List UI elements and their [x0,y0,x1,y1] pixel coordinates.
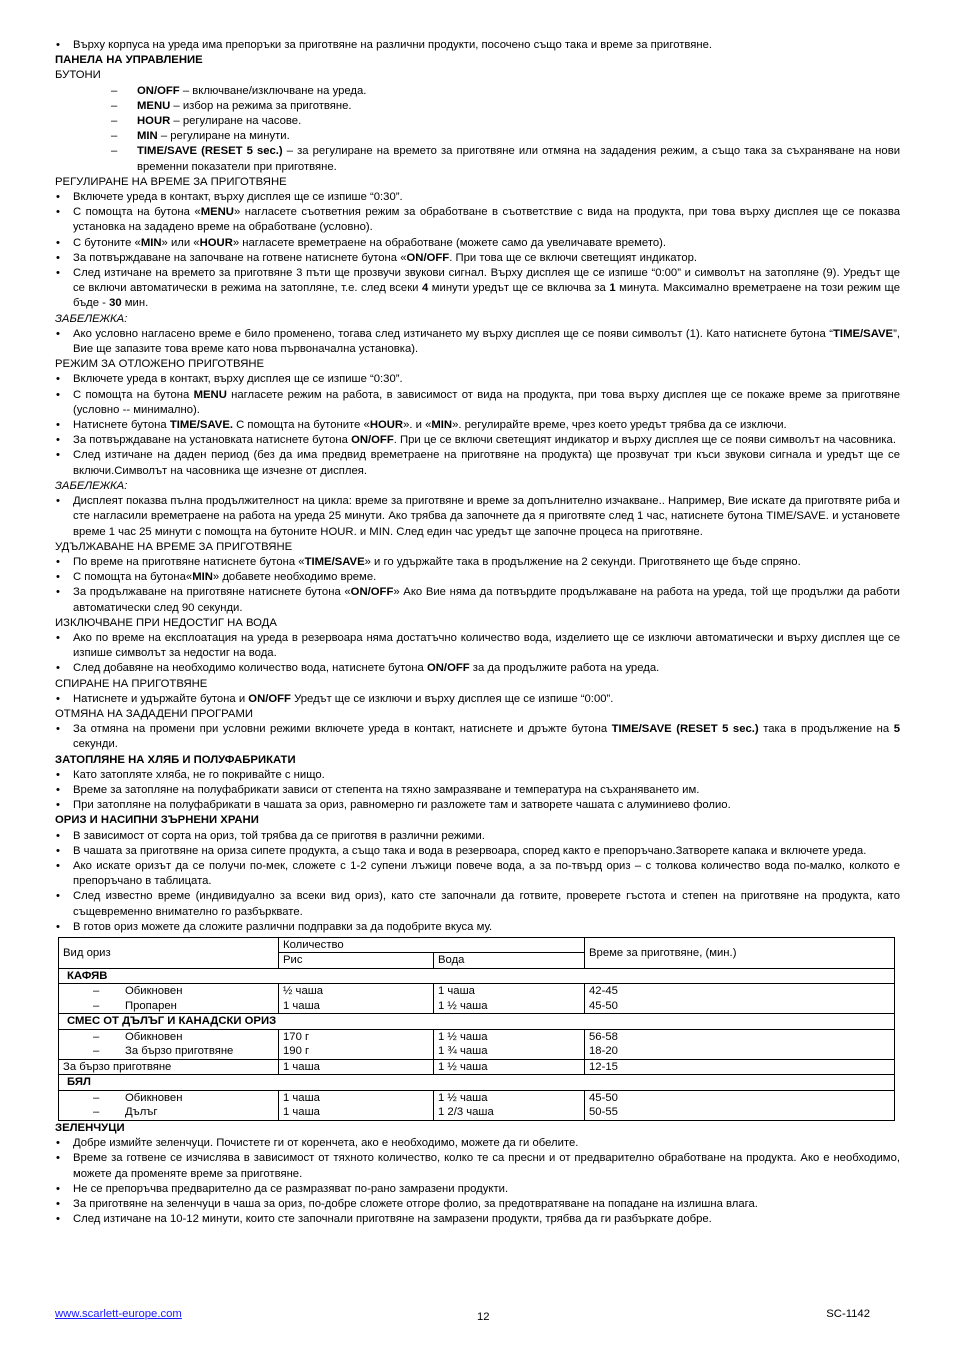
time-cell: 56-58 18-20 [585,1029,895,1059]
document-body [55,38,900,1227]
list-item: • Ако по време на експлоатация на уреда в резервоара няма достатъчно количество вода, изделието ще се изключи автоматически и върху дисплея ще се изпише символът за недостиг на вода. [55,631,900,661]
veg-title: ЗЕЛЕНЧУЦИ [55,1121,125,1134]
table-category-row [59,1075,895,1091]
category-mix: СМЕС ОТ ДЪЛЪГ И КАНАДСКИ ОРИЗ [59,1014,895,1030]
rice-cell: 170 г 190 г [279,1029,434,1059]
buttons-list [55,84,900,175]
header-time: Време за приготвяне, (мин.) [585,937,895,968]
note-list [55,327,900,357]
website-link[interactable]: www.scarlett-europe.com [55,1308,182,1320]
list-item: • В зависимост от сорта на ориз, той трябва да се приготвя в различни режими. [55,829,900,844]
table-row [59,1029,895,1059]
button-description-item: – ON/OFF – включване/изключване на уреда. [111,84,900,99]
panel-title: ПАНЕЛА НА УПРАВЛЕНИЕ [55,54,203,67]
intro-list [55,38,900,53]
list-item: • Време за готвене се изчислява в зависимост от тяхното количество, колко те са пресни и от предварително обработване на продукта. Ако е необходимо, можете да променяте време за приготвяне. [55,1151,900,1181]
time-cell: 12-15 [585,1059,895,1075]
list-item: • Включете уреда в контакт, върху дисплея ще се изпише “0:30”. [55,372,900,387]
section-list [55,190,900,312]
button-key: MIN [137,130,158,143]
rice-list [55,829,900,935]
table-row [59,1059,895,1075]
water-cell: 1 ½ чаша 1 ¾ чаша [434,1029,585,1059]
header-rice: Рис [279,953,434,969]
list-item: • С помощта на бутона«MIN» добавете необходимо време. [55,570,900,585]
button-key: TIME/SAVE (RESET 5 sec.) [137,145,283,158]
button-description-item: – HOUR – регулиране на часове. [111,114,900,129]
time-cell: 42-45 45-50 [585,984,895,1014]
water-cell: 1 ½ чаша [434,1059,585,1075]
rice-title: ОРИЗ И НАСИПНИ ЗЪРНЕНИ ХРАНИ [55,814,259,827]
list-item: • За потвърждаване на започване на готвене натиснете бутона «ON/OFF. При това ще се включи светещият индикатор. [55,251,900,266]
kind-cell: – Обикновен – Пропарен [59,984,279,1014]
section-list [55,555,900,616]
list-item: • Ако искате оризът да се получи по-мек, сложете с 1-2 супени лъжици повече вода, а за по-твърд ориз – с толкова количество вода по-малко, колкото е препоръчано в таблицата. [55,859,900,889]
header-water: Вода [434,953,585,969]
list-item: • Време за затопляне на полуфабрикати зависи от степента на тяхно замразяване и температура на съхраняването им. [55,783,900,798]
list-item: • Ако условно нагласено време е било променено, тогава след изтичането му върху дисплея ще се появи символът (1). Като натиснете бутона “TIME/SAVE”, Вие ще запазите това време като нова първоначална установка). [55,327,900,357]
table-row [59,1090,895,1120]
list-item: • След изтичане на даден период (без да има предвид времетраене на приготвяне на продукта) ще прозвучат три къси звукови сигнала и уредът ще се включи.Символът на часовника ще изчезне от дисплея. [55,448,900,478]
section-list [55,631,900,677]
list-item: • При затопляне на полуфабрикати в чашата за ориз, равномерно ги разложете там и затворете чашата с алуминиево фолио. [55,798,900,813]
buttons-label: БУТОНИ [55,69,101,82]
list-item: • За отмяна на промени при условни режими включете уреда в контакт, натиснете и дръжте бутона TIME/SAVE (RESET 5 sec.) така в продължение на 5 секунди. [55,722,900,752]
list-item: • Добре измийте зеленчуци. Почистете ги от коренчета, ако е необходимо, можете да ги обелите. [55,1136,900,1151]
list-item: • След добавяне на необходимо количество вода, натиснете бутона ON/OFF за да продължите работа на уреда. [55,661,900,676]
section-title: ИЗКЛЮЧВАНЕ ПРИ НЕДОСТИГ НА ВОДА [55,616,277,629]
section-list [55,722,900,752]
rice-cell: 1 чаша 1 чаша [279,1090,434,1120]
list-item: • Включете уреда в контакт, върху дисплея ще се изпише “0:30”. [55,190,900,205]
section-list [55,372,900,478]
button-description-item: – TIME/SAVE (RESET 5 sec.) – за регулиране на времето за приготвяне или отмяна на зададения режим, а също така за съхраняване на нови временни показатели при приготвяне. [111,144,900,174]
section-list [55,692,900,707]
time-cell: 45-50 50-55 [585,1090,895,1120]
list-item: • След изтичане на времето за приготвяне 3 пъти ще прозвучи звукови сигнал. Върху дисплея ще се изпише “0:00” и символът на затопляне (9). Уредът ще се включи автоматически в режима на затопляне, т.е. след всеки 4 минути уредът ще се включва за 1 минута. Максимално времетраене на този режим ще бъде - 30 мин. [55,266,900,312]
sections [55,175,900,753]
table-category-row [59,1014,895,1030]
list-item: • След изтичане на 10-12 минути, които сте започнали приготвяне на замразени продукти, трябва да ги разбъркате добре. [55,1212,900,1227]
note-label: ЗАБЕЛЕЖКА: [55,312,128,325]
list-item: • За приготвяне на зеленчуци в чаша за ориз, по-добре сложете отгоре фолио, за предотвратяване на попадане на излишна влага. [55,1197,900,1212]
list-item: • В готов ориз можете да сложите различни подправки за да подобрите вкуса му. [55,920,900,935]
veg-list [55,1136,900,1227]
table-row [59,984,895,1014]
list-item: • С помощта на бутона MENU нагласете режим на работа, в зависимост от вида на продукта, при това върху дисплея ще се покаже време за приготвяне (условно -- минимално). [55,388,900,418]
section-title: СПИРАНЕ НА ПРИГОТВЯНЕ [55,677,208,690]
list-item: • Като затопляте хляба, не го покривайте с нищо. [55,768,900,783]
rice-cell: ½ чаша 1 чаша [279,984,434,1014]
list-item: • По време на приготвяне натиснете бутона «TIME/SAVE» и го удържайте така в продължение на 2 секунди. Приготвянето ще бъде спряно. [55,555,900,570]
list-item: • След известно време (индивидуално за всеки вид ориз), като сте започнали да готвите, проверете гъстота и степен на приготвяне на продукта, като същевременно внимателно го разбърквате. [55,889,900,919]
list-item: • С бутоните «MIN» или «HOUR» нагласете времетраене на обработване (можете само да увеличавате времето). [55,236,900,251]
list-item: • Не се препоръчва предварително да се размразяват по-рано замразени продукти. [55,1182,900,1197]
list-item: • За продължаване на приготвяне натиснете бутона «ON/OFF» Ако Вие няма да потвърдите продължаване на работа на уреда, той ще продължи да работи автоматически след 90 секунди. [55,585,900,615]
kind-cell: За бързо приготвяне [59,1059,279,1075]
page-number: 12 [477,1311,490,1323]
list-item: • С помощта на бутона «MENU» нагласете съответния режим за обработване в съответствие с вида на продукта, при това върху дисплея ще се показва установка на зададено време на обработване (условно). [55,205,900,235]
water-cell: 1 ½ чаша 1 2/3 чаша [434,1090,585,1120]
kind-cell: – Обикновен – За бързо приготвяне [59,1029,279,1059]
header-qty: Количество [279,937,585,953]
section-title: РЕГУЛИРАНЕ НА ВРЕМЕ ЗА ПРИГОТВЯНЕ [55,175,287,188]
table-category-row [59,968,895,984]
bread-title: ЗАТОПЛЯНЕ НА ХЛЯБ И ПОЛУФАБРИКАТИ [55,753,296,766]
category-white: БЯЛ [59,1075,895,1091]
list-item: • Натиснете и удържайте бутона и ON/OFF Уредът ще се изключи и върху дисплея ще се изпише “0:00”. [55,692,900,707]
kind-cell: – Обикновен – Дълъг [59,1090,279,1120]
section-title: ОТМЯНА НА ЗАДАДЕНИ ПРОГРАМИ [55,707,253,720]
list-item: • В чашата за приготвяне на ориза сипете продукта, а също така и вода в резервоара, според както е препоръчано.Затворете капака и включете уреда. [55,844,900,859]
section-title: РЕЖИМ ЗА ОТЛОЖЕНО ПРИГОТВЯНЕ [55,358,265,371]
rice-table [58,937,895,1121]
button-key: ON/OFF [137,84,180,97]
list-item: • За потвърждаване на установката натиснете бутона ON/OFF. При це се включи светещият индикатор и върху дисплея ще се появи символът на часовника. [55,433,900,448]
note-list [55,494,900,540]
table-header-row [59,937,895,953]
header-kind: Вид ориз [59,937,279,968]
intro-item: • Върху корпуса на уреда има препоръки за приготвяне на различни продукти, посочено също така и време за приготвяне. [55,38,900,53]
button-key: HOUR [137,115,171,128]
category-brown: КАФЯВ [59,968,895,984]
section-title: УДЪЛЖАВАНЕ НА ВРЕМЕ ЗА ПРИГОТВЯНЕ [55,540,293,553]
model-number: SC-1142 [826,1308,870,1320]
list-item: • Дисплеят показва пълна продължителност на цикла: време за приготвяне и време за допълнително изчакване.. Например, Вие искате да приготвяте риба и сте нагласили времетраене на работа на уреда 25 минути. Ако трябва да започнете да я приготвяте след 1 час, натиснете бутона TIME/SAVE. и установете време 1 час 25 минути с помощта на бутоните HOUR. и MIN. След един час уредът ще започне процеса на приготвяне. [55,494,900,540]
list-item: • Натиснете бутона TIME/SAVE. С помощта на бутоните «HOUR». и «MIN». регулирайте време, чрез което уредът трябва да се изключи. [55,418,900,433]
water-cell: 1 чаша 1 ½ чаша [434,984,585,1014]
rice-cell: 1 чаша [279,1059,434,1075]
note-label: ЗАБЕЛЕЖКА: [55,479,128,492]
button-description-item: – MIN – регулиране на минути. [111,129,900,144]
button-key: MENU [137,99,171,112]
bread-list [55,768,900,814]
button-description-item: – MENU – избор на режима за приготвяне. [111,99,900,114]
